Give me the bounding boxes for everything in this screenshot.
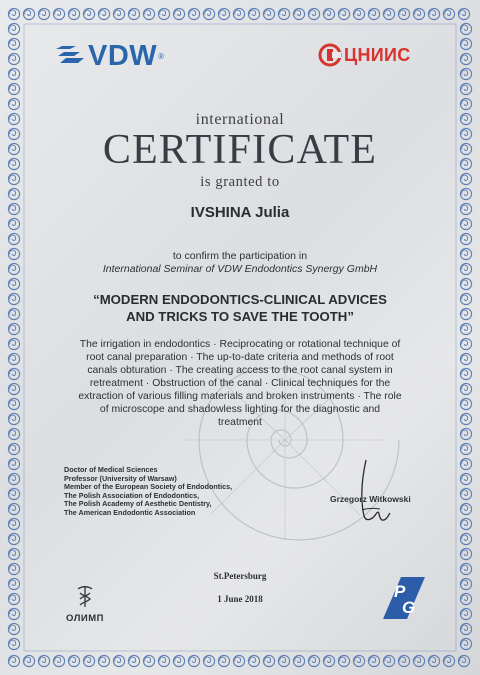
border-spiral xyxy=(218,8,229,19)
border-spiral xyxy=(8,293,19,304)
border-spiral xyxy=(460,383,471,394)
border-spiral xyxy=(278,8,289,19)
border-spiral xyxy=(8,473,19,484)
border-spiral xyxy=(460,518,471,529)
border-spiral xyxy=(8,518,19,529)
border-spiral xyxy=(428,655,439,666)
border-spiral xyxy=(8,353,19,364)
border-spiral xyxy=(98,655,109,666)
city: St.Petersburg xyxy=(213,571,267,581)
border-spiral xyxy=(38,8,49,19)
border-spiral xyxy=(233,655,244,666)
border-spiral xyxy=(233,8,244,19)
border-spiral xyxy=(323,8,334,19)
border-spiral xyxy=(413,8,424,19)
credential-line: The Polish Academy of Aesthetic Dentistry, xyxy=(64,499,212,508)
border-spiral xyxy=(323,655,334,666)
border-spiral xyxy=(8,488,19,499)
border-spiral xyxy=(113,8,124,19)
border-spiral xyxy=(293,655,304,666)
pg-letter-g: G xyxy=(402,598,416,617)
credential-line: The Polish Association of Endodontics, xyxy=(64,490,200,500)
border-spiral xyxy=(8,38,19,49)
olimp-wordmark: ОЛИМП xyxy=(66,613,104,624)
signer-credentials xyxy=(64,466,232,517)
vdw-chevrons-icon xyxy=(56,46,86,68)
border-spiral xyxy=(460,38,471,49)
border-spiral xyxy=(8,398,19,409)
border-spiral xyxy=(8,623,19,634)
border-spiral xyxy=(8,338,19,349)
border-spiral xyxy=(353,655,364,666)
border-spiral xyxy=(460,233,471,244)
border-spiral xyxy=(460,503,471,514)
border-spiral xyxy=(460,368,471,379)
border-spiral xyxy=(8,53,19,64)
border-spiral xyxy=(83,8,94,19)
border-spiral xyxy=(338,655,349,666)
border-spiral xyxy=(8,98,19,109)
border-spiral xyxy=(8,323,19,334)
border-spiral xyxy=(383,655,394,666)
date: 1 June 2018 xyxy=(217,594,263,604)
border-spiral xyxy=(68,8,79,19)
border-spiral xyxy=(98,8,109,19)
border-spiral xyxy=(368,655,379,666)
border-spiral xyxy=(460,548,471,559)
olimp-logo xyxy=(60,584,110,624)
border-spiral xyxy=(460,413,471,424)
border-spiral xyxy=(188,8,199,19)
border-spiral xyxy=(8,83,19,94)
cniis-logo xyxy=(318,43,411,67)
border-spiral xyxy=(398,8,409,19)
seminar-line: International Seminar of VDW Endodontics Synergy GmbH xyxy=(102,263,378,275)
credential-line: Doctor of Medical Sciences xyxy=(64,465,158,474)
border-spiral xyxy=(173,655,184,666)
border-spiral xyxy=(460,533,471,544)
pg-letter-p: P xyxy=(394,582,406,601)
course-title xyxy=(40,291,440,325)
cniis-emblem-icon xyxy=(318,43,342,67)
border-spiral xyxy=(203,655,214,666)
border-spiral xyxy=(8,638,19,649)
topics-line: of microscope and shadowless lighting for the diagnostic and xyxy=(99,404,381,415)
registered-mark: ® xyxy=(158,52,165,61)
topics-line: retreatment · Obstruction of the canal · Clinical techniques for the xyxy=(89,378,391,389)
border-spiral xyxy=(460,278,471,289)
recipient-name: IVSHINA Julia xyxy=(190,204,290,221)
border-spiral xyxy=(23,655,34,666)
border-spiral xyxy=(413,655,424,666)
border-spiral xyxy=(263,8,274,19)
credential-line: Professor (University of Warsaw) xyxy=(64,473,177,483)
border-spiral xyxy=(248,655,259,666)
border-spiral xyxy=(460,443,471,454)
signer-name: Grzegorz Witkowski xyxy=(330,494,411,504)
vdw-logo xyxy=(56,42,164,71)
vdw-wordmark: VDW xyxy=(88,40,158,72)
border-spiral xyxy=(368,8,379,19)
border-spiral xyxy=(308,655,319,666)
border-spiral xyxy=(353,8,364,19)
border-spiral xyxy=(23,8,34,19)
certificate-title: CERTIFICATE xyxy=(102,127,378,173)
border-spiral xyxy=(8,428,19,439)
border-spiral xyxy=(8,443,19,454)
border-spiral xyxy=(143,655,154,666)
border-spiral xyxy=(338,8,349,19)
pg-logo xyxy=(381,575,427,621)
border-spiral xyxy=(383,8,394,19)
border-spiral xyxy=(460,488,471,499)
border-spiral xyxy=(460,638,471,649)
border-spiral xyxy=(158,8,169,19)
border-spiral xyxy=(460,308,471,319)
border-spiral xyxy=(8,413,19,424)
border-spiral xyxy=(8,278,19,289)
border-spiral xyxy=(158,655,169,666)
credential-line: The American Endodontic Association xyxy=(64,507,196,517)
border-spiral xyxy=(460,53,471,64)
border-spiral xyxy=(460,98,471,109)
border-spiral xyxy=(113,655,124,666)
border-spiral xyxy=(8,23,19,34)
border-spiral xyxy=(308,8,319,19)
topics-line: extraction of various filling materials and broken instruments · The role xyxy=(78,391,402,402)
border-spiral xyxy=(428,8,439,19)
border-spiral xyxy=(8,608,19,619)
topics-line: treatment xyxy=(218,417,262,428)
border-spiral xyxy=(8,655,19,666)
border-spiral xyxy=(53,8,64,19)
border-spiral xyxy=(460,338,471,349)
border-spiral xyxy=(53,655,64,666)
topics-line: The irrigation in endodontics · Reciprocating or rotational technique of xyxy=(79,339,401,350)
border-spiral xyxy=(38,655,49,666)
granted-label: is granted to xyxy=(200,174,280,190)
course-title-line: AND TRICKS TO SAVE THE TOOTH” xyxy=(126,309,354,324)
border-spiral xyxy=(460,608,471,619)
border-spiral xyxy=(460,473,471,484)
border-spiral xyxy=(398,655,409,666)
border-spiral xyxy=(458,8,469,19)
border-spiral xyxy=(173,8,184,19)
border-spiral xyxy=(68,655,79,666)
border-spiral xyxy=(263,655,274,666)
border-spiral xyxy=(8,533,19,544)
border-spiral xyxy=(460,68,471,79)
border-spiral xyxy=(188,655,199,666)
border-spiral xyxy=(8,308,19,319)
border-spiral xyxy=(460,458,471,469)
course-title-line: “MODERN ENDODONTICS-CLINICAL ADVICES xyxy=(93,292,387,307)
border-spiral xyxy=(203,8,214,19)
border-spiral xyxy=(460,623,471,634)
border-spiral xyxy=(128,8,139,19)
cniis-wordmark: ЦНИИС xyxy=(344,44,411,65)
border-spiral xyxy=(443,655,454,666)
border-spiral xyxy=(8,458,19,469)
border-spiral xyxy=(8,383,19,394)
border-spiral xyxy=(460,293,471,304)
border-spiral xyxy=(460,83,471,94)
border-spiral xyxy=(458,655,469,666)
border-spiral xyxy=(8,233,19,244)
handwritten-signature xyxy=(352,458,392,528)
border-spiral xyxy=(143,8,154,19)
border-spiral xyxy=(460,23,471,34)
border-spiral xyxy=(8,8,19,19)
border-spiral xyxy=(8,548,19,559)
confirmation-line: to confirm the participation in xyxy=(172,250,308,262)
topics-line: root canal preparation · The up-to-date criteria and methods of root xyxy=(86,352,394,363)
confirmation-text xyxy=(0,250,480,276)
caduceus-icon xyxy=(74,584,96,608)
border-spiral xyxy=(460,353,471,364)
international-label: international xyxy=(195,111,285,128)
border-spiral xyxy=(460,428,471,439)
border-spiral xyxy=(278,655,289,666)
border-spiral xyxy=(8,503,19,514)
border-spiral xyxy=(128,655,139,666)
border-spiral xyxy=(248,8,259,19)
border-spiral xyxy=(460,323,471,334)
border-spiral xyxy=(293,8,304,19)
border-spiral xyxy=(83,655,94,666)
topics-line: canals obturation · The creating access to the root canal system in xyxy=(87,365,393,376)
border-spiral xyxy=(8,368,19,379)
border-spiral xyxy=(8,68,19,79)
credential-line: Member of the European Society of Endodontics, xyxy=(64,482,233,491)
border-spiral xyxy=(218,655,229,666)
border-spiral xyxy=(460,398,471,409)
topics-paragraph xyxy=(58,338,422,429)
border-spiral xyxy=(443,8,454,19)
